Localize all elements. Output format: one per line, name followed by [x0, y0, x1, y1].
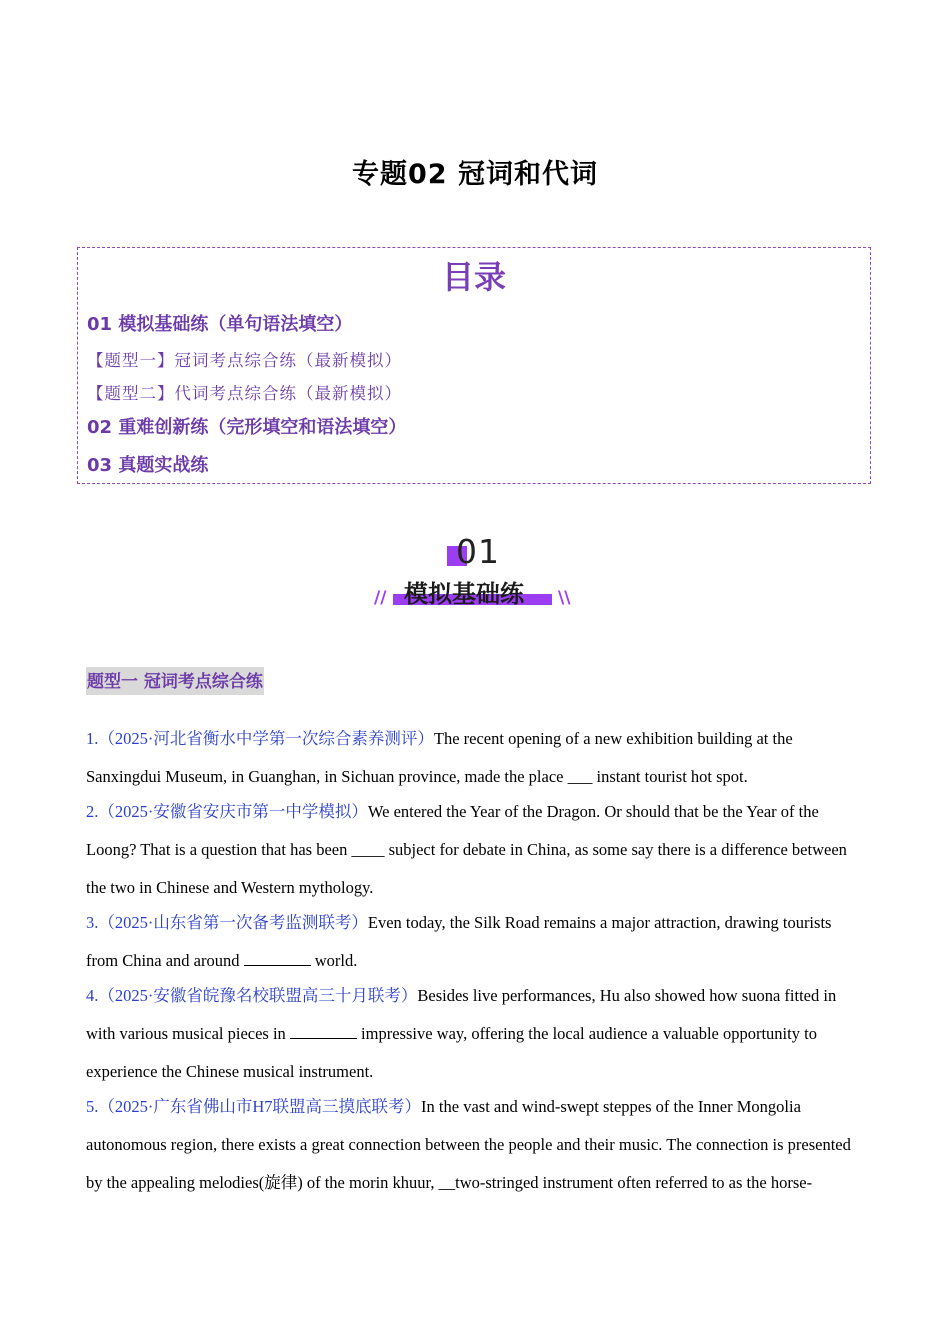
document-title: 专题02 冠词和代词 — [352, 159, 598, 190]
question-source: 2.（2025·安徽省安庆市第一中学模拟） — [86, 802, 368, 821]
question-source: 1.（2025·河北省衡水中学第一次综合素养测评） — [86, 729, 434, 748]
question-source: 3.（2025·山东省第一次备考监测联考） — [86, 913, 368, 932]
toc-heading: 目录 — [441, 258, 506, 296]
toc-item-type-two[interactable]: 【题型二】代词考点综合练（最新模拟） — [87, 384, 402, 403]
question-text: Even today, the Silk Road remains a major attraction, drawing tourists — [367, 913, 832, 932]
question-text: Sanxingdui Museum, in Guanghan, in Sichuan province, made the place — [86, 767, 568, 786]
answer-blank[interactable] — [290, 1024, 357, 1039]
section-number: 01 — [456, 532, 500, 571]
question-1 — [86, 720, 864, 796]
question-text: subject for debate in China, as some say there is a difference between — [384, 840, 847, 859]
section-banner — [370, 532, 580, 612]
question-source: 4.（2025·安徽省皖豫名校联盟高三十月联考） — [86, 986, 418, 1005]
answer-blank[interactable]: ____ — [351, 840, 385, 859]
question-text: with various musical pieces in — [86, 1024, 290, 1043]
section-label: 模拟基础练 — [404, 580, 524, 608]
question-text: two-stringed instrument often referred to as the horse- — [455, 1173, 813, 1192]
question-4 — [86, 977, 864, 1091]
question-text: Besides live performances, Hu also showed how suona fitted in — [417, 986, 837, 1005]
question-5 — [86, 1088, 864, 1202]
question-text: by the appealing melodies(旋律) of the morin khuur, — [86, 1173, 439, 1192]
question-text: Loong? That is a question that has been — [86, 840, 352, 859]
toc-item-basic-practice[interactable]: 01 模拟基础练（单句语法填空） — [87, 314, 353, 335]
question-source: 5.（2025·广东省佛山市H7联盟高三摸底联考） — [86, 1097, 422, 1116]
question-text: autonomous region, there exists a great connection between the people and their music. The connection is presented — [86, 1135, 851, 1154]
table-of-contents — [77, 247, 871, 484]
question-text: We entered the Year of the Dragon. Or should that be the Year of the — [367, 802, 819, 821]
answer-blank[interactable] — [244, 951, 311, 966]
toc-item-type-one[interactable]: 【题型一】冠词考点综合练（最新模拟） — [87, 351, 402, 370]
question-2 — [86, 793, 864, 907]
question-text: The recent opening of a new exhibition building at the — [433, 729, 793, 748]
question-text: impressive way, offering the local audience a valuable opportunity to — [356, 1024, 817, 1043]
question-text: instant tourist hot spot. — [592, 767, 748, 786]
question-text: In the vast and wind-swept steppes of the Inner Mongolia — [421, 1097, 801, 1116]
toc-item-real-exam[interactable]: 03 真题实战练 — [87, 455, 209, 476]
answer-blank[interactable]: __ — [438, 1173, 456, 1192]
right-slash-decoration: \\ — [558, 588, 571, 608]
left-slash-decoration: // — [374, 588, 387, 608]
answer-blank[interactable]: ___ — [567, 767, 593, 786]
question-text: from China and around — [86, 951, 244, 970]
question-3 — [86, 904, 864, 980]
question-text: experience the Chinese musical instrument. — [86, 1062, 374, 1081]
question-text: the two in Chinese and Western mythology. — [86, 878, 374, 897]
question-type-heading: 题型一 冠词考点综合练 — [86, 667, 264, 695]
toc-item-advanced-practice[interactable]: 02 重难创新练（完形填空和语法填空） — [87, 417, 407, 438]
question-text: world. — [310, 951, 358, 970]
